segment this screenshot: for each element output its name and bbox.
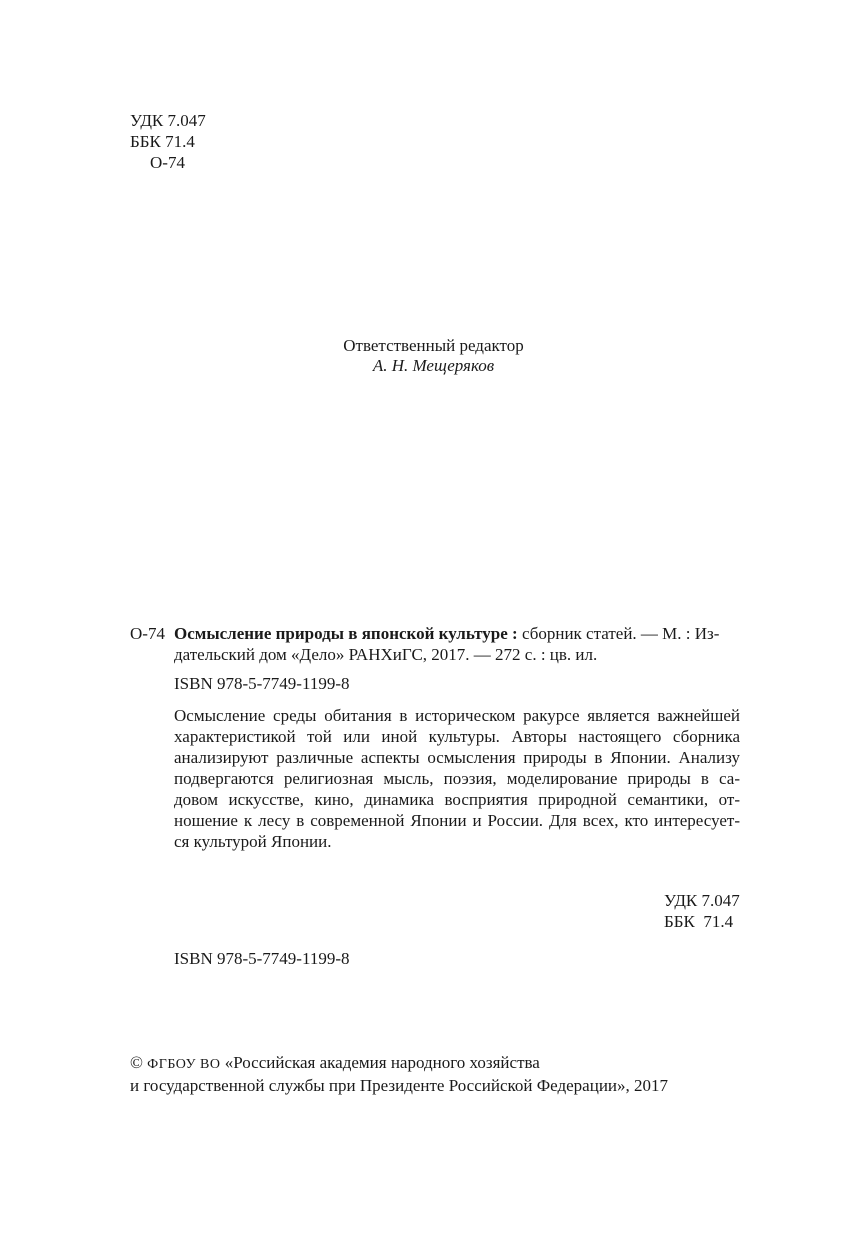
author-mark: О-74 (150, 153, 185, 172)
udk-code: УДК 7.047 (130, 111, 206, 130)
copyright-symbol: © (130, 1053, 143, 1072)
abstract-paragraph (174, 705, 740, 852)
copyright-line-2: и государственной службы при Президенте Российской Федерации», 2017 (130, 1076, 669, 1095)
organization-abbreviation: ФГБОУ ВО (147, 1057, 221, 1072)
abstract-line: ся культурой Японии. (174, 832, 332, 851)
editor-name: А. Н. Мещеряков (372, 356, 495, 375)
entry-author-mark: О-74 (130, 624, 165, 643)
isbn-bottom: ISBN 978-5-7749-1199-8 (174, 949, 350, 968)
copyright-notice (130, 1052, 668, 1096)
abstract-line: анализируют различные аспекты осмысления природы в Японии. Анализу (174, 748, 740, 767)
bottom-classification-codes (664, 890, 740, 932)
editor-role: Ответственный редактор (343, 336, 524, 355)
isbn-top: ISBN 978-5-7749-1199-8 (174, 674, 350, 693)
bbk-code: ББК 71.4 (130, 132, 195, 151)
editor-block (0, 336, 857, 376)
abstract-line: ношение к лесу в современной Японии и России. Для всех, кто интересует- (174, 811, 740, 830)
bibliographic-entry (174, 623, 740, 665)
book-title: Осмысление природы в японской культуре : (174, 624, 518, 643)
copyright-line-1: «Российская академия народного хозяйства (224, 1053, 540, 1072)
abstract-line: довом искусстве, кино, динамика восприятия природной семантики, от- (174, 790, 740, 809)
udk-code-bottom: УДК 7.047 (664, 891, 740, 910)
top-classification-codes (130, 110, 206, 173)
abstract-line: подвергаются религиозная мысль, поэзия, моделирование природы в са- (174, 769, 740, 788)
entry-description-1: сборник статей. — М. : Из- (517, 624, 720, 643)
abstract-line: характеристикой той или иной культуры. Авторы настоящего сборника (174, 727, 740, 746)
bbk-code-bottom: ББК 71.4 (664, 912, 734, 931)
abstract-line: Осмысление среды обитания в историческом ракурсе является важнейшей (174, 706, 740, 725)
entry-description-2: дательский дом «Дело» РАНХиГС, 2017. — 272 с. : цв. ил. (174, 645, 598, 664)
